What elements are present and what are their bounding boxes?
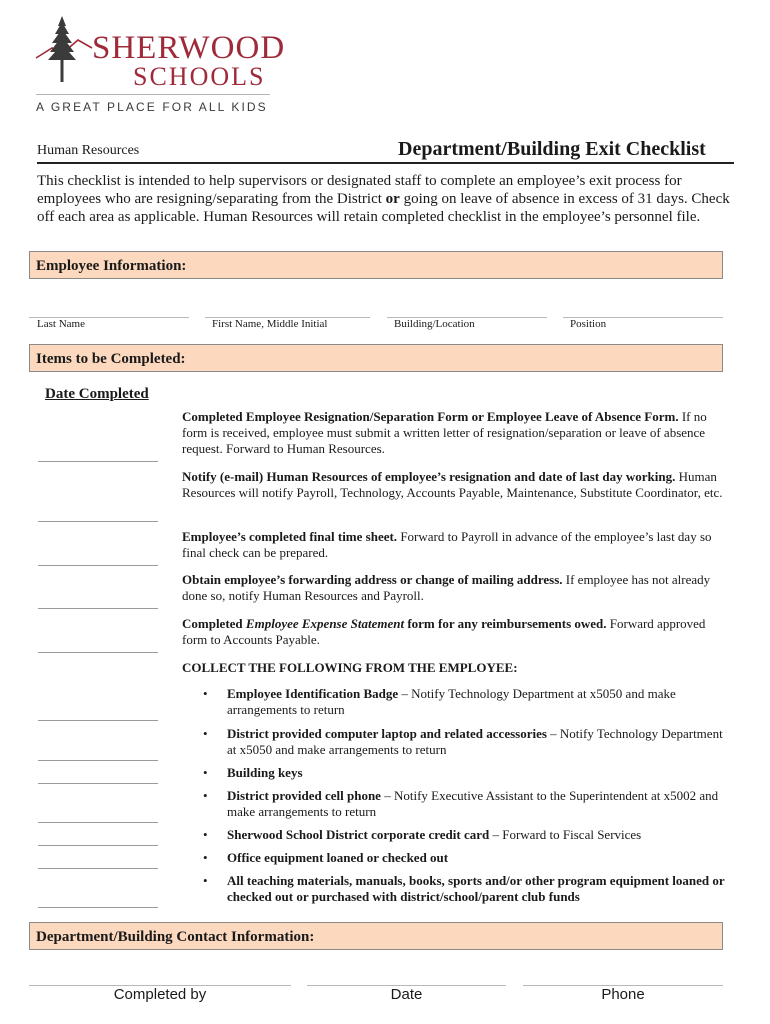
date-completed-heading: Date Completed bbox=[45, 386, 149, 402]
item-detail: Human Resources will notify Payroll, Technology, Accounts Payable, Maintenance, Substitute Coordinator, etc. bbox=[182, 469, 723, 500]
collect-item bbox=[227, 726, 727, 758]
district-logo bbox=[34, 14, 94, 84]
item-detail: If no form is received, employee must submit a written letter of resignation/separation or leave of absence request. Forward to Human Resources. bbox=[182, 409, 707, 456]
collect-item-detail: – Forward to Fiscal Services bbox=[489, 827, 642, 842]
checklist-item bbox=[182, 572, 727, 604]
employee-info-heading: Employee Information: bbox=[29, 251, 723, 279]
building-location-label: Building/Location bbox=[394, 318, 475, 330]
date-field[interactable] bbox=[38, 565, 158, 566]
item-detail: Forward approved form to Accounts Payable. bbox=[182, 616, 706, 647]
phone-label: Phone bbox=[601, 986, 645, 1003]
item-title: Employee’s completed final time sheet. bbox=[182, 529, 398, 544]
items-heading: Items to be Completed: bbox=[29, 344, 723, 372]
collect-item-title: Building keys bbox=[227, 765, 303, 780]
last-name-label: Last Name bbox=[37, 318, 85, 330]
item-title-end: form for any reimbursements owed. bbox=[404, 616, 607, 631]
date-field[interactable] bbox=[38, 720, 158, 721]
bullet-marker: • bbox=[203, 850, 208, 865]
logo-name-line2: SCHOOLS bbox=[133, 62, 266, 91]
collect-item-title: Office equipment loaned or checked out bbox=[227, 850, 449, 865]
bullet-marker: • bbox=[203, 788, 208, 803]
intro-paragraph bbox=[37, 172, 730, 226]
first-name-label: First Name, Middle Initial bbox=[212, 318, 328, 330]
item-detail: If employee has not already done so, notify Human Resources and Payroll. bbox=[182, 572, 711, 603]
collect-item bbox=[227, 686, 727, 718]
collect-heading: COLLECT THE FOLLOWING FROM THE EMPLOYEE: bbox=[182, 660, 518, 675]
item-detail: Forward to Payroll in advance of the employee’s last day so final check can be prepared. bbox=[182, 529, 712, 560]
collect-item bbox=[227, 788, 727, 820]
checklist-item bbox=[182, 616, 727, 648]
collect-item-detail: – Notify Executive Assistant to the Superintendent at x5002 and make arrangements to return bbox=[227, 788, 719, 819]
collect-item bbox=[227, 827, 727, 843]
date-field[interactable] bbox=[38, 783, 158, 784]
collect-item-title: All teaching materials, manuals, books, sports and/or other program equipment loaned or checked out or purchased with district/school/parent club funds bbox=[227, 873, 725, 904]
collect-item-detail: – Notify Technology Department at x5050 and make arrangements to return bbox=[227, 686, 676, 717]
checklist-item bbox=[182, 529, 727, 561]
bullet-marker: • bbox=[203, 765, 208, 780]
intro-text-part2: going on leave of absence in excess of 31 days. Check off each area as applicable. Human Resources will retain completed checklist in the employee’s personnel file. bbox=[37, 191, 730, 225]
collect-item-title: Sherwood School District corporate credit card bbox=[227, 827, 490, 842]
date-field[interactable] bbox=[38, 521, 158, 522]
intro-text-part1: This checklist is intended to help supervisors or designated staff to complete an employee’s exit process for employees who are resigning/separating from the District bbox=[37, 173, 682, 207]
date-field[interactable] bbox=[38, 608, 158, 609]
date-field[interactable] bbox=[38, 868, 158, 869]
bullet-marker: • bbox=[203, 827, 208, 842]
collect-item-title: Employee Identification Badge bbox=[227, 686, 399, 701]
collect-item bbox=[227, 873, 727, 905]
logo-divider bbox=[36, 94, 270, 95]
contact-heading: Department/Building Contact Information: bbox=[29, 922, 723, 950]
item-title: Notify (e-mail) Human Resources of employee’s resignation and date of last day working. bbox=[182, 469, 676, 484]
date-field[interactable] bbox=[38, 845, 158, 846]
item-title: Obtain employee’s forwarding address or change of mailing address. bbox=[182, 572, 563, 587]
collect-item bbox=[227, 850, 727, 866]
bullet-marker: • bbox=[203, 873, 208, 888]
tree-mountain-icon bbox=[34, 14, 94, 84]
date-field[interactable] bbox=[38, 907, 158, 908]
checklist-item bbox=[182, 409, 727, 457]
collect-item-detail: – Notify Technology Department at x5050 and make arrangements to return bbox=[227, 726, 723, 757]
collect-item-title: District provided computer laptop and related accessories bbox=[227, 726, 547, 741]
item-title-italic: Employee Expense Statement bbox=[245, 616, 405, 631]
collect-item-title: District provided cell phone bbox=[227, 788, 381, 803]
logo-name-line1: SHERWOOD bbox=[92, 30, 286, 66]
bullet-marker: • bbox=[203, 686, 208, 701]
intro-bold-word: or bbox=[385, 191, 400, 207]
department-label: Human Resources bbox=[37, 143, 140, 158]
logo-tagline: A GREAT PLACE FOR ALL KIDS bbox=[36, 100, 268, 114]
date-signature-label: Date bbox=[390, 986, 423, 1003]
collect-item bbox=[227, 765, 727, 781]
date-field[interactable] bbox=[38, 461, 158, 462]
page-title: Department/Building Exit Checklist bbox=[398, 138, 706, 160]
bullet-marker: • bbox=[203, 726, 208, 741]
date-field[interactable] bbox=[38, 822, 158, 823]
completed-by-label: Completed by bbox=[113, 986, 207, 1003]
date-field[interactable] bbox=[38, 760, 158, 761]
item-title: Completed bbox=[182, 616, 246, 631]
position-label: Position bbox=[570, 318, 607, 330]
title-divider bbox=[37, 162, 734, 164]
checklist-item bbox=[182, 469, 727, 501]
date-field[interactable] bbox=[38, 652, 158, 653]
item-title: Completed Employee Resignation/Separation Form or Employee Leave of Absence Form. bbox=[182, 409, 679, 424]
